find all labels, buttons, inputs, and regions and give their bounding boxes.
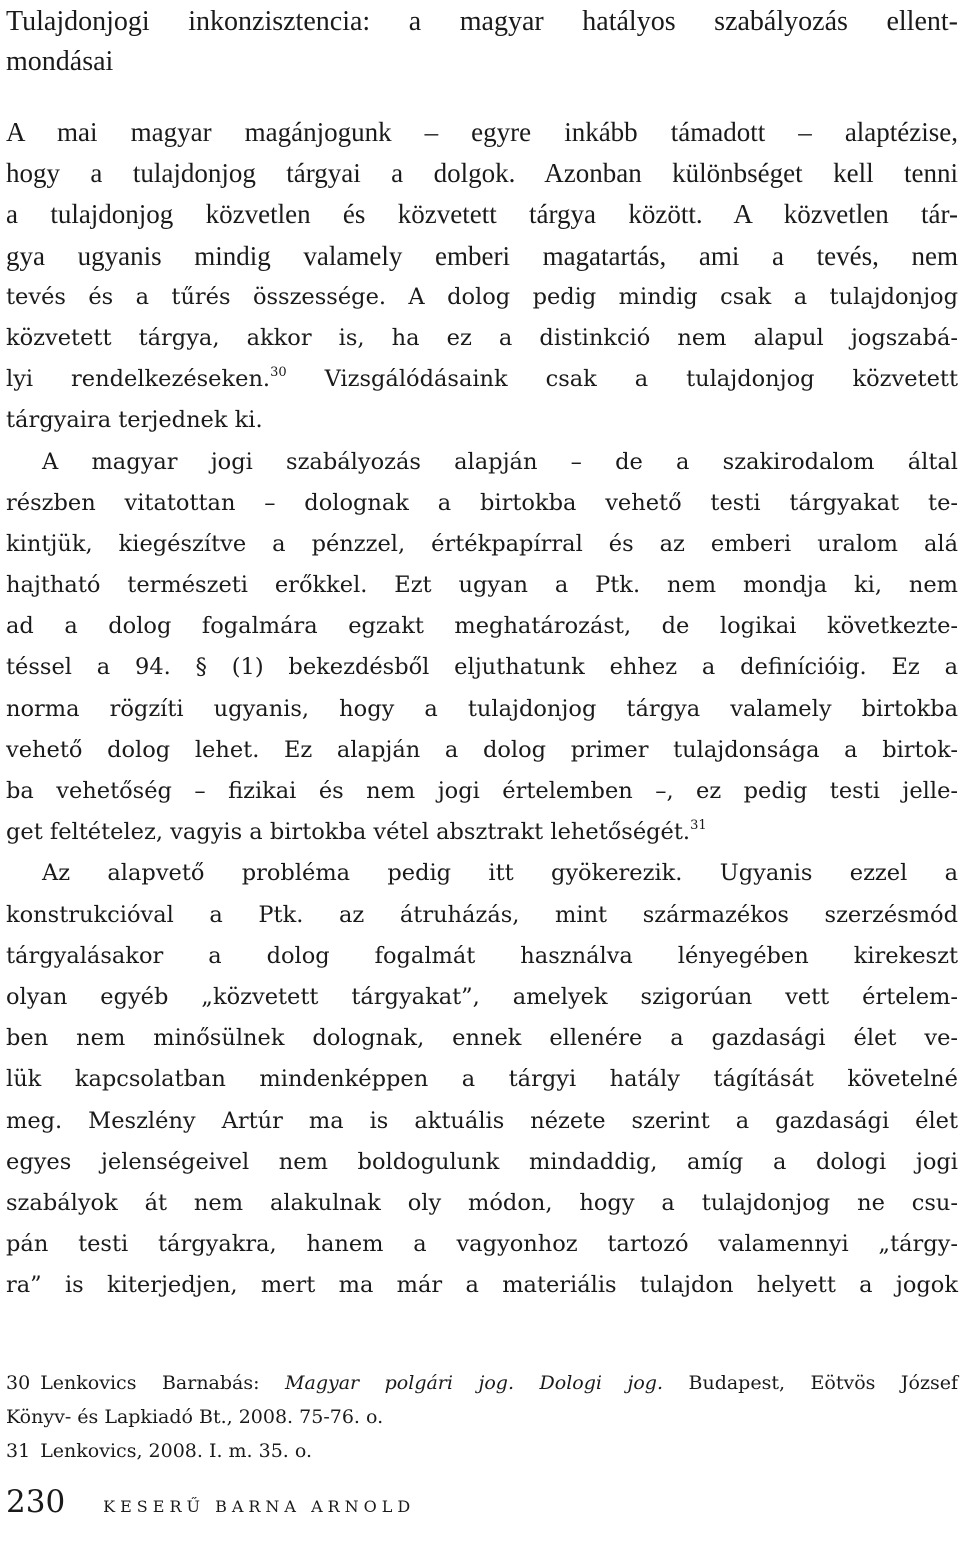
footnote-author: Lenkovics Barnabás: xyxy=(40,1372,286,1394)
text-line xyxy=(6,359,958,400)
footnote-30-continued: Könyv- és Lapkiadó Bt., 2008. 75-76. o. xyxy=(6,1406,384,1428)
text-line: ba vehetőség – fizikai és nem jogi értelemben –, ez pedig testi jelle- xyxy=(6,778,958,804)
footnote-ref-31[interactable]: 31 xyxy=(690,818,707,834)
text-line: konstrukcióval a Ptk. az átruházás, mint származékos szerzésmód xyxy=(6,901,958,928)
text-line: közvetett tárgya, akkor is, ha ez a distinkció nem alapul jogszabá- xyxy=(6,324,958,351)
text-line: hogy a tulajdonjog tárgyai a dolgok. Azonban különbséget kell tenni xyxy=(6,158,958,189)
text-line: pán testi tárgyakra, hanem a vagyonhoz tartozó valamennyi „tárgy- xyxy=(6,1231,958,1258)
footnote-30 xyxy=(6,1366,958,1400)
text-line: A magyar jogi szabályozás alapján – de a szakirodalom által xyxy=(42,448,958,475)
text-line xyxy=(6,812,958,853)
text-line: részben vitatottan – dolognak a birtokba vehető testi tárgyakat te- xyxy=(6,489,958,516)
text-line: gya ugyanis mindig valamely emberi magatartás, ami a tevés, nem xyxy=(6,240,958,271)
text-line: tárgyaira terjednek ki. xyxy=(6,407,263,434)
page-footer xyxy=(6,1478,958,1526)
text-line: szabályok át nem alakulnak oly módon, hogy a tulajdonjog ne csu- xyxy=(6,1189,958,1216)
text-line: téssel a 94. § (1) bekezdésből eljuthatunk ehhez a definícióig. Ez a xyxy=(6,654,958,681)
body-text xyxy=(6,112,958,1306)
text-line: a tulajdonjog közvetlen és közvetett tárgya között. A közvetlen tár- xyxy=(6,199,958,230)
text-fragment: Vizsgálódásaink csak a tulajdonjog közvetett xyxy=(286,366,959,393)
page-number: 230 xyxy=(6,1484,66,1520)
text-line: tárgyalásakor a dolog fogalmát használva lényegében kirekeszt xyxy=(6,942,958,969)
text-line: meg. Meszlény Artúr ma is aktuális nézete szerint a gazdasági élet xyxy=(6,1107,958,1134)
text-line: tevés és a tűrés összessége. A dolog pedig mindig csak a tulajdonjog xyxy=(6,283,958,310)
running-author: KESERŰ BARNA ARNOLD xyxy=(103,1497,416,1516)
paragraph-1 xyxy=(6,112,958,442)
paragraph-3 xyxy=(6,853,958,1306)
text-line: norma rögzíti ugyanis, hogy a tulajdonjog tárgya valamely birtokba xyxy=(6,695,958,722)
text-fragment: lyi rendelkezéseken. xyxy=(6,366,271,393)
text-line: vehető dolog lehet. Ez alapján a dolog primer tulajdonsága a birtok- xyxy=(6,736,958,763)
footnotes xyxy=(6,1366,958,1468)
footnote-ref-30[interactable]: 30 xyxy=(270,365,287,381)
text-fragment: get feltételez, vagyis a birtokba vétel absztrakt lehetőségét. xyxy=(6,819,691,846)
footnote-text: Budapest, Eötvös József xyxy=(662,1372,958,1394)
text-line: ben nem minősülnek dolognak, ennek ellenére a gazdasági élet ve- xyxy=(6,1025,958,1052)
text-line: ad a dolog fogalmára egzakt meghatározást, de logikai következte- xyxy=(6,613,958,640)
section-title xyxy=(6,2,958,82)
text-line: lük kapcsolatban mindenképpen a tárgyi hatály tágítását követelné xyxy=(6,1066,958,1093)
text-line: hajtható természeti erőkkel. Ezt ugyan a Ptk. nem mondja ki, nem xyxy=(6,572,958,599)
text-line: egyes jelenségeivel nem boldogulunk mindaddig, amíg a dologi jogi xyxy=(6,1148,958,1175)
section-title-line: Tulajdonjogi inkonzisztencia: a magyar hatályos szabályozás ellent- xyxy=(6,6,958,37)
footnote-31 xyxy=(6,1434,958,1468)
text-line: kintjük, kiegészítve a pénzzel, értékpapírral és az emberi uralom alá xyxy=(6,530,958,557)
text-line: ra” is kiterjedjen, mert ma már a materiális tulajdon helyett a jogok xyxy=(6,1272,958,1299)
text-line: Az alapvető probléma pedig itt gyökerezik. Ugyanis ezzel a xyxy=(42,860,958,887)
section-title-line: mondásai xyxy=(6,46,114,77)
document-page xyxy=(6,0,958,1548)
footnote-number: 31 xyxy=(6,1440,31,1462)
footnote-book-title: Magyar polgári jog. Dologi jog. xyxy=(285,1372,663,1394)
paragraph-2 xyxy=(6,442,958,854)
footnote-number: 30 xyxy=(6,1372,31,1394)
text-line: olyan egyéb „közvetett tárgyakat”, amelyek szigorúan vett értelem- xyxy=(6,983,958,1010)
text-line: A mai magyar magánjogunk – egyre inkább támadott – alaptézise, xyxy=(6,117,958,147)
footnote-text: Lenkovics, 2008. I. m. 35. o. xyxy=(40,1440,313,1462)
